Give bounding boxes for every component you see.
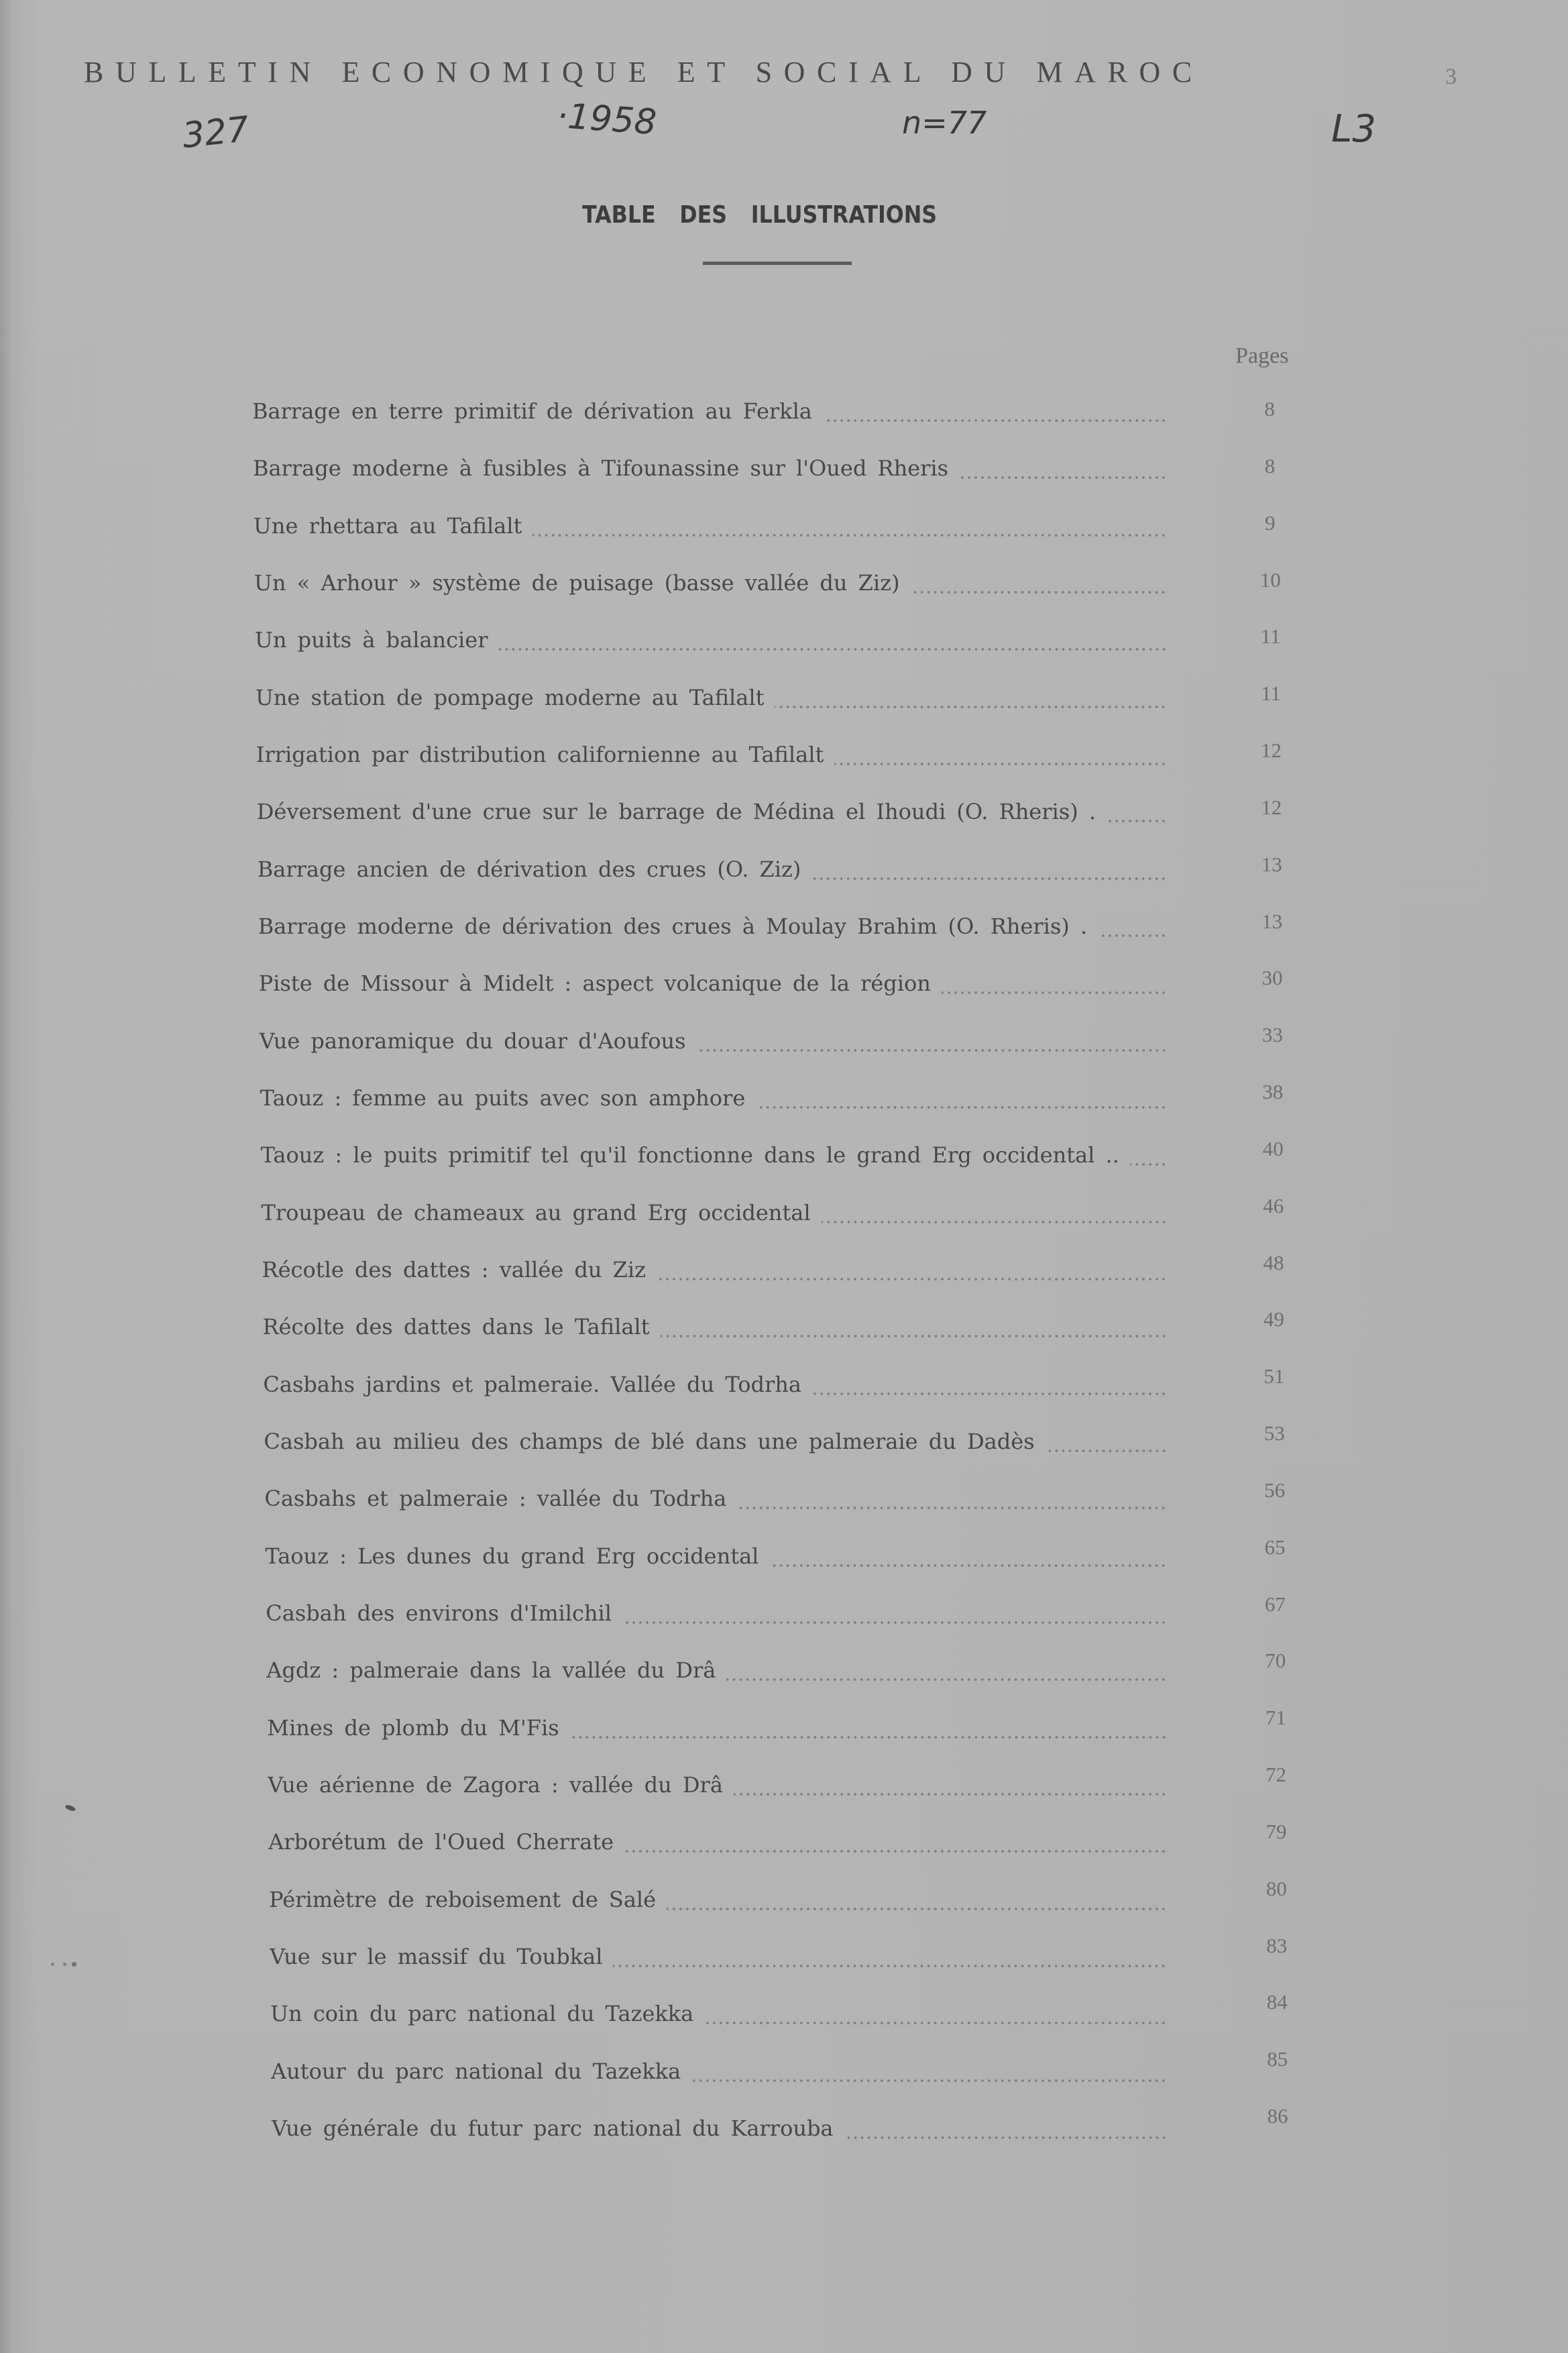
dot-leader <box>657 1253 1167 1287</box>
list-item <box>265 1539 1175 1573</box>
dot-leader <box>910 566 1167 600</box>
entry-page-number: 40 <box>1262 1136 1284 1160</box>
list-item <box>272 2112 1175 2145</box>
list-item <box>255 623 1175 657</box>
entry-page-number: 80 <box>1266 1876 1287 1900</box>
entry-page-number: 8 <box>1264 453 1276 478</box>
dot-leader <box>570 1711 1167 1745</box>
dot-leader <box>1107 795 1167 828</box>
list-item <box>252 394 1175 428</box>
dot-leader <box>1098 910 1167 943</box>
entry-label: Arborétum de l'Oued Cherrate <box>268 1829 614 1855</box>
list-item <box>254 509 1175 543</box>
entry-page-number: 33 <box>1262 1023 1283 1047</box>
entry-label: Vue panoramique du douar d'Aoufous <box>259 1028 686 1054</box>
list-item <box>264 1425 1175 1458</box>
handwritten-note: 327 <box>180 109 251 157</box>
dot-leader <box>613 1940 1167 1973</box>
list-item <box>258 910 1175 943</box>
entry-page-number: 79 <box>1266 1819 1287 1843</box>
entry-label: Casbahs jardins et palmeraie. Vallée du Todrha <box>263 1371 801 1397</box>
dot-leader <box>756 1081 1167 1115</box>
list-item <box>262 1253 1176 1287</box>
entry-page-number: 13 <box>1262 909 1283 933</box>
list-item <box>268 1768 1175 1802</box>
list-item <box>266 1596 1175 1630</box>
dot-leader <box>1130 1138 1167 1172</box>
scan-speck <box>51 1963 54 1966</box>
list-item <box>264 1482 1175 1515</box>
dot-leader <box>667 1883 1167 1916</box>
entry-label: Barrage moderne à fusibles à Tifounassine sur l'Oued Rheris <box>252 455 949 482</box>
list-item <box>262 1196 1175 1229</box>
dot-leader <box>812 1368 1167 1401</box>
entry-label: Taouz : Les dunes du grand Erg occidental <box>265 1543 759 1569</box>
entry-label: Vue aérienne de Zagora : vallée du Drâ <box>268 1772 723 1798</box>
entry-label: Taouz : le puits primitif tel qu'il fonctionne dans le grand Erg occidental .. <box>260 1142 1119 1168</box>
dot-leader <box>823 394 1167 428</box>
entry-page-number: 30 <box>1262 966 1283 990</box>
entry-label: Troupeau de chameaux au grand Erg occidental <box>261 1199 811 1225</box>
entry-page-number: 83 <box>1266 1933 1288 1957</box>
dot-leader <box>811 853 1167 886</box>
entry-page-number: 46 <box>1263 1193 1284 1217</box>
list-item <box>261 1138 1175 1172</box>
dot-leader <box>499 623 1167 657</box>
entry-page-number: 10 <box>1259 567 1281 592</box>
entry-page-number: 9 <box>1265 510 1276 535</box>
list-item <box>260 1024 1175 1058</box>
dot-leader <box>661 1310 1167 1344</box>
running-title: BULLETIN ECONOMIQUE ET SOCIAL DU MAROC <box>84 56 1204 89</box>
list-item <box>263 1368 1175 1401</box>
entry-page-number: 12 <box>1260 738 1282 762</box>
list-item <box>253 451 1175 485</box>
entry-label: Casbah au milieu des champs de blé dans une palmeraie du Dadès <box>264 1429 1035 1454</box>
entry-page-number: 67 <box>1264 1592 1286 1616</box>
entry-label: Barrage en terre primitif de dérivation au Ferkla <box>252 398 812 424</box>
entry-label: Une rhettara au Tafilalt <box>253 512 522 539</box>
entry-label: Une station de pompage moderne au Tafilalt <box>255 684 765 710</box>
entry-page-number: 13 <box>1261 852 1282 876</box>
entry-page-number: 71 <box>1265 1706 1286 1730</box>
page-number: 3 <box>1445 64 1457 89</box>
dot-leader <box>624 1825 1167 1859</box>
list-item <box>256 681 1175 714</box>
dot-leader <box>769 1539 1167 1573</box>
entry-page-number: 53 <box>1264 1421 1285 1445</box>
entry-page-number: 12 <box>1261 795 1282 819</box>
list-item <box>271 2055 1175 2088</box>
entry-label: Récotle des dattes : vallée du Ziz <box>262 1257 646 1282</box>
list-item <box>267 1711 1175 1745</box>
entry-page-number: 70 <box>1265 1649 1286 1673</box>
list-item <box>254 566 1175 600</box>
entry-page-number: 11 <box>1261 681 1281 706</box>
entry-label: Autour du parc national du Tazekka <box>271 2058 681 2084</box>
entry-label: Récolte des dattes dans le Tafilalt <box>262 1314 650 1340</box>
dot-leader <box>622 1596 1167 1630</box>
entry-label: Un coin du parc national du Tazekka <box>270 2001 694 2027</box>
entry-label: Agdz : palmeraie dans la vallée du Drâ <box>266 1657 716 1684</box>
list-item <box>257 795 1175 828</box>
dot-leader <box>822 1196 1167 1229</box>
entry-page-number: 49 <box>1263 1307 1284 1331</box>
scan-speck <box>63 1963 66 1966</box>
handwritten-note: n=77 <box>902 105 987 141</box>
entry-label: Périmètre de reboisement de Salé <box>269 1886 657 1912</box>
entry-page-number: 48 <box>1263 1250 1284 1274</box>
entry-label: Barrage moderne de dérivation des crues à Moulay Brahim (O. Rheris) . <box>258 914 1088 939</box>
entry-label: Casbah des environs d'Imilchil <box>266 1600 612 1626</box>
section-title: TABLE DES ILLUSTRATIONS <box>582 201 938 229</box>
dot-leader <box>691 2055 1167 2088</box>
entry-page-number: 11 <box>1260 624 1281 649</box>
entry-page-number: 65 <box>1264 1535 1286 1559</box>
list-item <box>260 1081 1175 1115</box>
scan-speck <box>72 1962 76 1967</box>
entry-page-number: 56 <box>1264 1478 1286 1502</box>
entry-label: Barrage ancien de dérivation des crues (O. Ziz) <box>257 856 801 882</box>
list-item <box>259 967 1175 1000</box>
handwritten-note: ·1958 <box>555 95 658 144</box>
dot-leader <box>942 967 1167 1000</box>
dot-leader <box>775 681 1167 714</box>
dot-leader <box>834 738 1167 771</box>
entry-label: Un « Arhour » système de puisage (basse vallée du Ziz) <box>254 570 900 596</box>
dot-leader <box>737 1482 1167 1515</box>
list-item <box>266 1653 1175 1687</box>
dot-leader <box>697 1024 1167 1058</box>
list-item <box>269 1883 1175 1916</box>
entry-label: Vue générale du futur parc national du Karrouba <box>272 2116 834 2141</box>
list-item <box>262 1310 1175 1344</box>
entry-page-number: 86 <box>1267 2104 1288 2128</box>
entry-label: Mines de plomb du M'Fis <box>267 1714 559 1741</box>
list-item <box>268 1825 1175 1859</box>
list-item <box>256 738 1175 771</box>
dot-leader <box>704 1997 1167 2030</box>
list-item <box>270 1940 1175 1973</box>
entry-label: Casbahs et palmeraie : vallée du Todrha <box>264 1486 727 1512</box>
entry-page-number: 38 <box>1262 1080 1284 1103</box>
entry-page-number: 72 <box>1266 1763 1287 1786</box>
entry-page-number: 85 <box>1267 2047 1288 2071</box>
dot-leader <box>1046 1425 1167 1458</box>
entry-label: Piste de Missour à Midelt : aspect volcanique de la région <box>258 971 931 997</box>
entry-label: Irrigation par distribution californienne au Tafilalt <box>256 742 824 767</box>
entry-label: Déversement d'une crue sur le barrage de Médina el Ihoudi (O. Rheris) . <box>256 799 1097 825</box>
entry-label: Un puits à balancier <box>254 627 488 653</box>
pages-column-header: Pages <box>1235 343 1289 368</box>
dot-leader <box>726 1653 1167 1687</box>
entry-label: Vue sur le massif du Toubkal <box>270 1944 603 1969</box>
entry-page-number: 84 <box>1266 1990 1288 2014</box>
list-item <box>270 1997 1175 2030</box>
list-item <box>258 853 1175 886</box>
dot-leader <box>533 509 1167 543</box>
dot-leader <box>959 451 1167 485</box>
entry-label: Taouz : femme au puits avec son amphore <box>260 1085 746 1111</box>
entry-page-number: 51 <box>1264 1364 1285 1388</box>
dot-leader <box>844 2112 1168 2145</box>
dot-leader <box>734 1768 1167 1802</box>
entry-page-number: 8 <box>1264 397 1275 421</box>
handwritten-note: L3 <box>1331 107 1376 151</box>
